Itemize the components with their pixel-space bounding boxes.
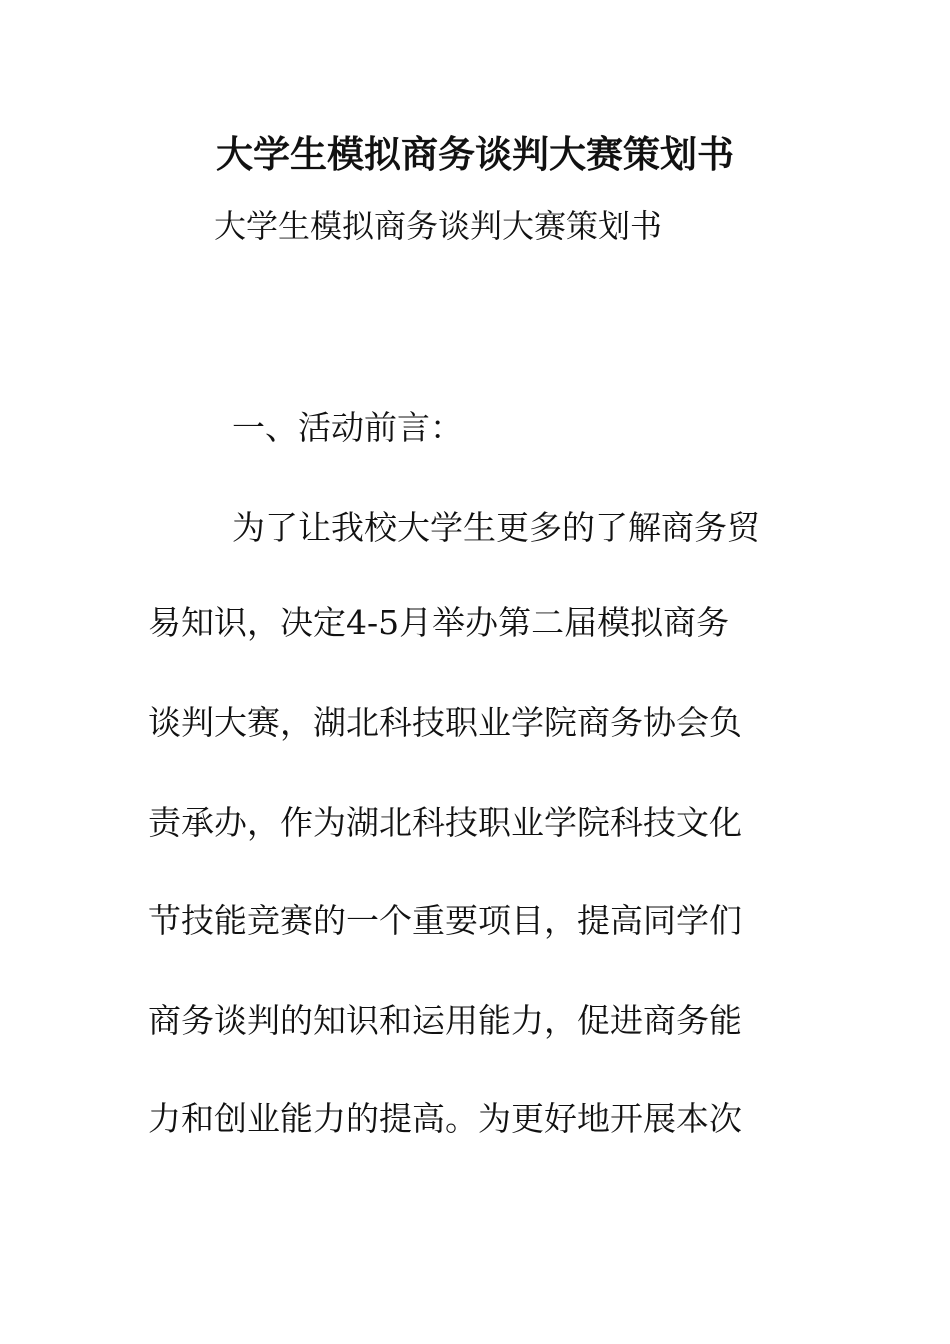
document-subtitle: 大学生模拟商务谈判大赛策划书 bbox=[214, 207, 663, 245]
document-title: 大学生模拟商务谈判大赛策划书 bbox=[216, 132, 734, 176]
paragraph-line: 谈判大赛，湖北科技职业学院商务协会负 bbox=[148, 703, 742, 742]
paragraph-line: 商务谈判的知识和运用能力，促进商务能 bbox=[148, 1001, 742, 1040]
paragraph-line: 易知识，决定4-5月举办第二届模拟商务 bbox=[148, 603, 730, 642]
paragraph-line: 责承办，作为湖北科技职业学院科技文化 bbox=[148, 803, 742, 842]
paragraph-line: 为了让我校大学生更多的了解商务贸 bbox=[232, 508, 760, 547]
paragraph-line: 节技能竞赛的一个重要项目，提高同学们 bbox=[148, 901, 742, 940]
section-heading: 一、活动前言： bbox=[232, 408, 463, 447]
paragraph-line: 力和创业能力的提高。为更好地开展本次 bbox=[148, 1099, 742, 1138]
